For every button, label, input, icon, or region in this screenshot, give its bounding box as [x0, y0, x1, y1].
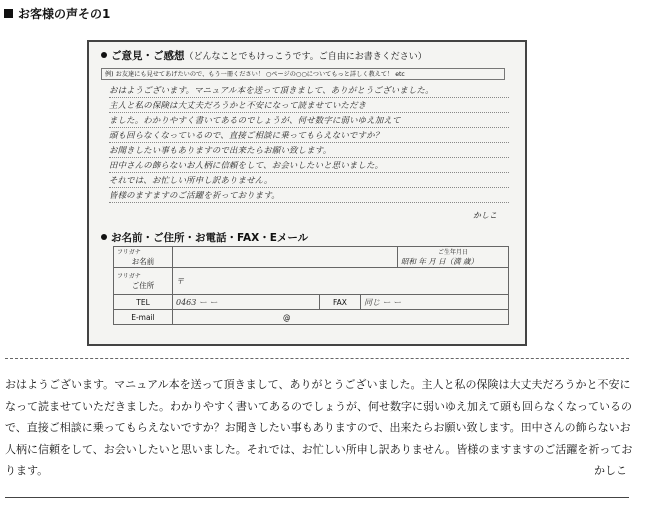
handwritten-line: お聞きしたい事もありますので出来たらお願い致します。 — [109, 143, 509, 158]
name-label: お名前 — [131, 257, 155, 266]
transcript-text — [5, 374, 635, 482]
page-heading — [4, 5, 110, 22]
furigana-label: フリガナ — [117, 273, 141, 280]
bottom-divider — [5, 497, 629, 498]
email-row — [114, 310, 509, 325]
contact-form — [113, 246, 509, 325]
handwritten-line: ました。わかりやすく書いてあるのでしょうが、何せ数字に弱いゆえ加えて — [109, 113, 509, 128]
email-label: E-mail — [114, 310, 173, 325]
birth-cell — [398, 247, 509, 268]
scanned-feedback-card — [87, 40, 527, 346]
furigana-label: フリガナ — [117, 249, 141, 256]
address-value: 〒 — [173, 268, 509, 295]
birth-label: ご生年月日 — [437, 249, 468, 256]
opinion-section-title: ご意見・ご感想（どんなことでもけっこうです。ご自由にお書きください） — [101, 48, 427, 63]
handwritten-line: それでは、お忙しい所申し訳ありません。 — [109, 173, 509, 188]
name-label-cell — [114, 247, 173, 268]
dashed-divider — [5, 358, 629, 359]
square-bullet-icon — [4, 9, 13, 18]
handwritten-comments — [109, 83, 509, 203]
email-value: @ — [173, 310, 509, 325]
tel-row — [114, 295, 509, 310]
address-row — [114, 268, 509, 295]
opinion-section-subtitle: （どんなことでもけっこうです。ご自由にお書きください） — [184, 52, 427, 62]
example-hint: 例) お友達にも見せてあげたいので、もう一冊ください！ ○ページの○○についてもっと詳しく教えて！ etc — [101, 68, 505, 80]
fax-value: 同じ ー ー — [361, 295, 509, 310]
tel-value: 0463 ー ー — [173, 295, 320, 310]
name-value — [173, 247, 398, 268]
transcript-closing: かしこ — [594, 464, 627, 478]
page-heading-text: お客様の声その1 — [18, 7, 111, 21]
bullet-dot-icon — [101, 52, 107, 58]
address-label-cell — [114, 268, 173, 295]
bullet-dot-icon — [101, 234, 107, 240]
handwritten-line: 頭も回らなくなっているので、直接ご相談に乗ってもらえないですか？ — [109, 128, 509, 143]
handwritten-line: 皆様のますますのご活躍を祈っております。 — [109, 188, 509, 203]
address-label: ご住所 — [131, 281, 155, 290]
contact-section-title: お名前・ご住所・お電話・FAX・Eメール — [101, 230, 308, 245]
handwritten-line: 主人と私の保険は大丈夫だろうかと不安になって読ませていただき — [109, 98, 509, 113]
fax-label: FAX — [320, 295, 361, 310]
tel-label: TEL — [114, 295, 173, 310]
handwritten-line: おはようございます。マニュアル本を送って頂きまして、ありがとうございました。 — [109, 83, 509, 98]
handwritten-line: 田中さんの飾らないお人柄に信頼をして、お会いしたいと思いました。 — [109, 158, 509, 173]
handwritten-closing: かしこ — [473, 211, 497, 220]
birth-value: 昭和 年 月 日（満 歳） — [401, 257, 479, 266]
transcript-body: おはようございます。マニュアル本を送って頂きまして、ありがとうございました。主人と私の保険は大丈夫だろうかと不安になって読ませていただきました。わかりやすく書いてあるのでしょうが、何せ数字に弱いゆえ加えて頭も回らなくなっているので、直接ご相談に乗ってもらえないですか？お聞きしたい事もありますので、出来たらお願い致します。田中さんの飾らないお人柄に信頼をして、お会いしたいと思いました。それでは、お忙しい所申し訳ありません。皆様のますますのご活躍を祈っております。 — [5, 378, 633, 478]
name-row — [114, 247, 509, 268]
